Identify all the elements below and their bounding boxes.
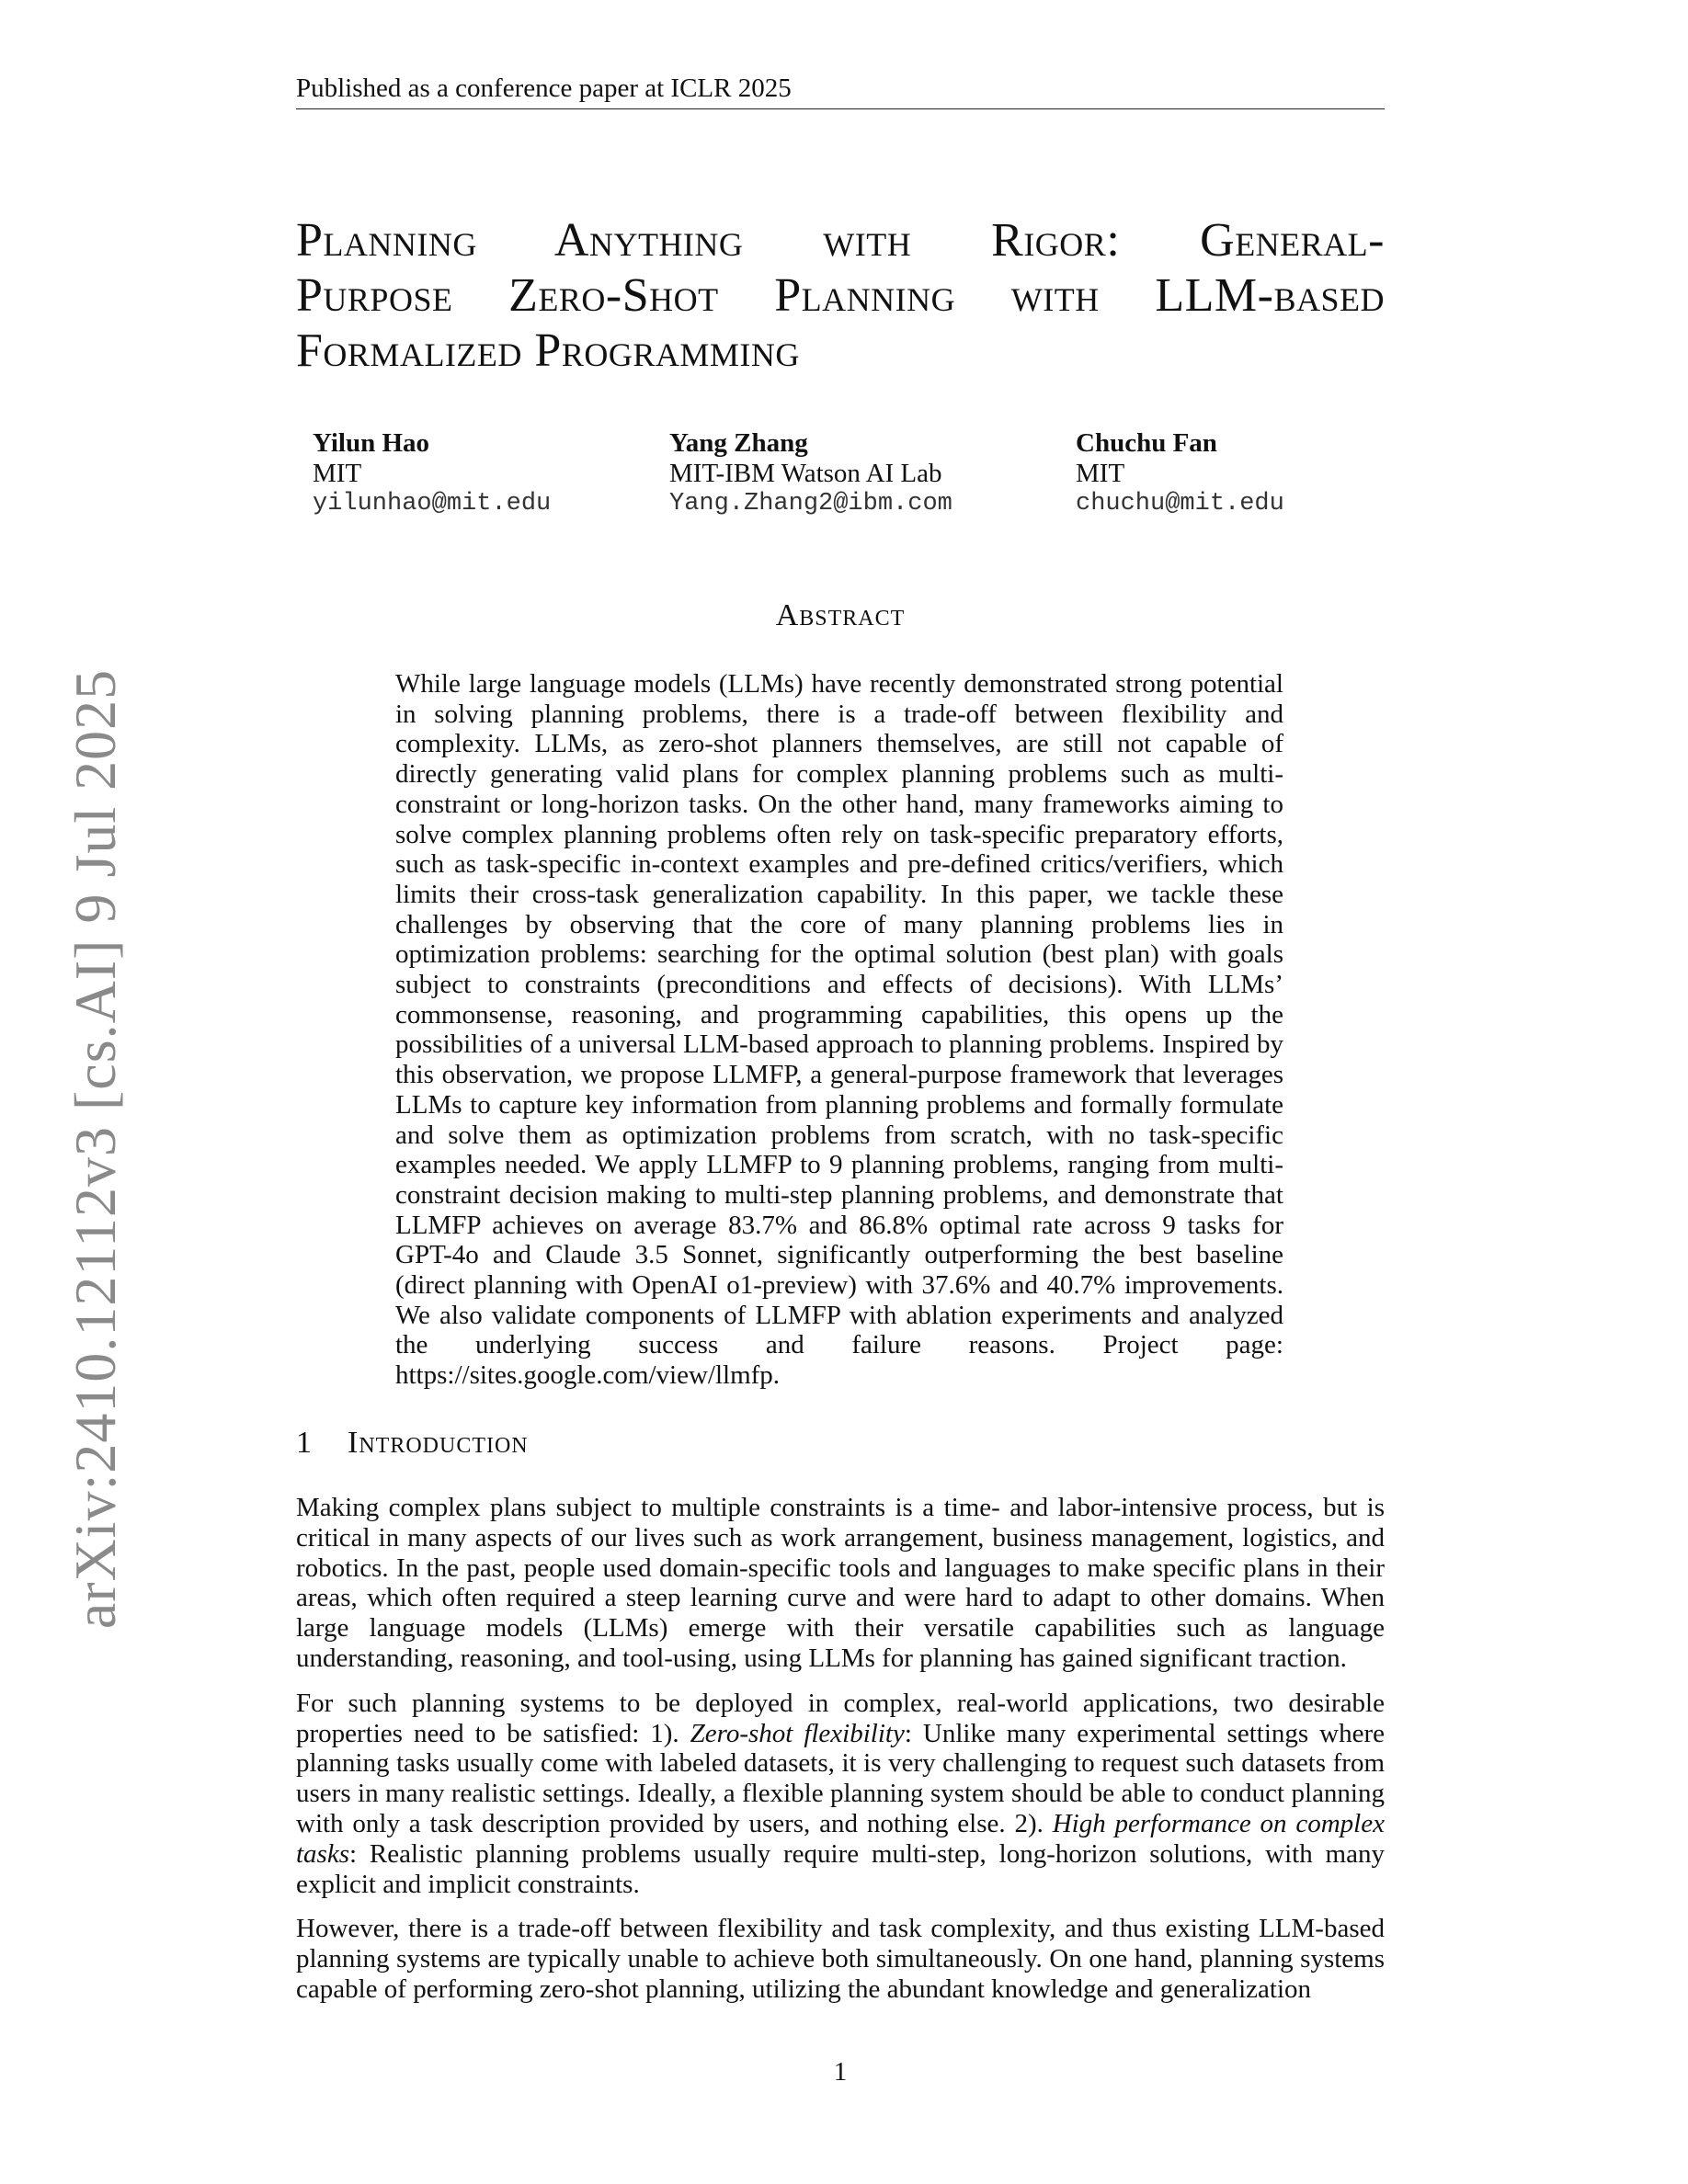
introduction-body: [296, 1493, 1385, 2019]
section-heading-introduction: [296, 1427, 1385, 1460]
abstract-heading: Abstract: [775, 598, 906, 632]
paragraph-1: Making complex plans subject to multiple constraints is a time- and labor-intensive process, but is critical in many aspects of our lives such as work arrangement, business management, logistics, and robotics. In the past, people used domain-specific tools and languages to make specific plans in their areas, which often required a steep learning curve and were hard to adapt to other domains. When large language models (LLMs) emerge with their versatile capabilities such as language understanding, reasoning, and tool-using, using LLMs for planning has gained significant traction.: [296, 1493, 1385, 1673]
author-block-3: [1076, 428, 1284, 519]
paragraph-2: [296, 1689, 1385, 1900]
author-email[interactable]: Yang.Zhang2@ibm.com: [669, 490, 952, 518]
arxiv-identifier-stamp: arXiv:2410.12112v3 [cs.AI] 9 Jul 2025: [63, 668, 128, 1630]
running-header: Published as a conference paper at ICLR 2025: [296, 72, 1385, 109]
paragraph-2-part-c: : Realistic planning problems usually require multi-step, long-horizon solutions, with many explicit and implicit constraints.: [296, 1838, 1385, 1899]
section-title: Introduction: [348, 1426, 529, 1460]
author-email[interactable]: chuchu@mit.edu: [1076, 490, 1284, 518]
section-number: 1: [296, 1426, 312, 1460]
author-name: Chuchu Fan: [1076, 428, 1217, 458]
page-number: 1: [833, 2057, 848, 2087]
paragraph-2-part-a: For such planning systems to be deployed in complex, real-world applications, two desirable properties need to be satisfied: 1).: [296, 1688, 1385, 1748]
author-affiliation: MIT-IBM Watson AI Lab: [669, 459, 942, 488]
author-block-2: [669, 428, 952, 519]
term-high-performance: High performance on complex tasks: [296, 1808, 1385, 1869]
author-name: Yilun Hao: [313, 428, 430, 458]
abstract-text: While large language models (LLMs) have recently demonstrated strong potential in solving planning problems, there is a trade-off between flexibility and complexity. LLMs, as zero-shot planners themselves, are still not capable of directly generating valid plans for complex planning problems such as multi-constraint or long-horizon tasks. On the other hand, many frameworks aiming to solve complex planning problems often rely on task-specific preparatory efforts, such as task-specific in-context examples and pre-defined critics/verifiers, which limits their cross-task generalization capability. In this paper, we tackle these challenges by observing that the core of many planning problems lies in optimization problems: searching for the optimal solution (best plan) with goals subject to constraints (preconditions and effects of decisions). With LLMs’ commonsense, reasoning, and programming capabilities, this opens up the possibilities of a universal LLM-based approach to planning problems. Inspired by this observation, we propose LLMFP, a general-purpose framework that leverages LLMs to capture key information from planning problems and formally formulate and solve them as optimization problems from scratch, with no task-specific examples needed. We apply LLMFP to 9 planning problems, ranging from multi-constraint decision making to multi-step planning problems, and demonstrate that LLMFP achieves on average 83.7% and 86.8% optimal rate across 9 tasks for GPT-4o and Claude 3.5 Sonnet, significantly outperforming the best baseline (direct planning with OpenAI o1-preview) with 37.6% and 40.7% improvements. We also validate components of LLMFP with ablation experiments and analyzed the underlying success and failure reasons. Project page: https://sites.google.com/view/llmfp.: [395, 669, 1283, 1391]
author-affiliation: MIT: [1076, 459, 1125, 488]
author-block-1: [313, 428, 551, 519]
paper-title: [296, 213, 1385, 379]
author-name: Yang Zhang: [669, 428, 808, 458]
title-line-2: Purpose Zero-Shot Planning with LLM-based: [296, 269, 1385, 322]
title-line-3: Formalized Programming: [296, 324, 800, 377]
term-zero-shot-flexibility: Zero-shot flexibility: [690, 1718, 905, 1748]
title-line-1: Planning Anything with Rigor: General-: [296, 214, 1385, 267]
paragraph-2-part-b: : Unlike many experimental settings where planning tasks usually come with labeled datasets, it is very challenging to request such datasets from users in many realistic settings. Ideally, a flexible planning system should be able to conduct planning with only a task description provided by users, and nothing else. 2).: [296, 1718, 1385, 1838]
author-email[interactable]: yilunhao@mit.edu: [313, 490, 552, 518]
author-affiliation: MIT: [313, 459, 362, 488]
paragraph-3: However, there is a trade-off between flexibility and task complexity, and thus existing LLM-based planning systems are typically unable to achieve both simultaneously. On one hand, planning systems capable of performing zero-shot planning, utilizing the abundant knowledge and generalization: [296, 1914, 1385, 2004]
